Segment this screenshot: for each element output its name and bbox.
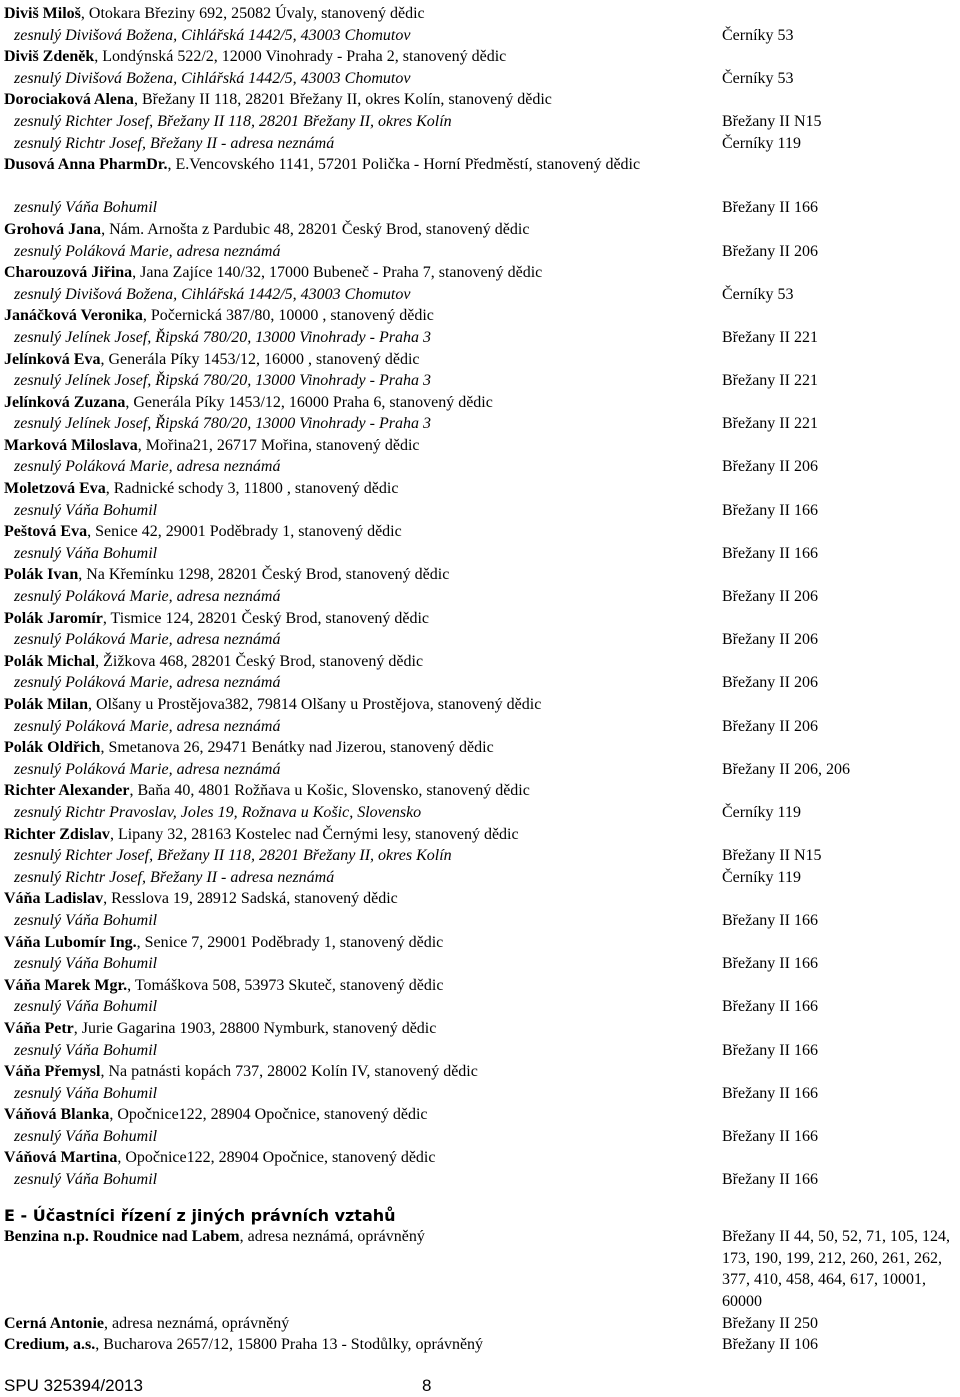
heir-row	[4, 780, 960, 802]
heir-row	[4, 694, 960, 716]
heir-name: Váňová Blanka	[4, 1106, 110, 1124]
heir-line	[4, 780, 530, 802]
heir-details: , Jurie Gagarina 1903, 28800 Nymburk, stanovený dědic	[73, 1019, 437, 1037]
heir-details: , Nám. Arnošta z Pardubic 48, 28201 Český Brod, stanovený dědic	[101, 220, 530, 238]
heir-name: Polák Oldřich	[4, 739, 101, 757]
heir-details: , Lipany 32, 28163 Kostelec nad Černými lesy, stanovený dědic	[109, 825, 519, 843]
heir-row	[4, 608, 960, 630]
heir-details: , E.Vencovského 1141, 57201 Polička - Horní Předměstí, stanovený dědic	[167, 156, 641, 174]
heir-name: Váňová Martina	[4, 1149, 118, 1167]
deceased-text: zesnulý Váňa Bohumil	[14, 1127, 158, 1145]
heir-line	[4, 219, 529, 241]
deceased-row	[4, 413, 960, 435]
parcel-ref: Břežany II 206	[722, 674, 818, 692]
deceased-row	[4, 910, 960, 932]
parcel-ref: Břežany II 166	[722, 1127, 818, 1145]
deceased-text: zesnulý Váňa Bohumil	[14, 1084, 158, 1102]
deceased-text: zesnulý Poláková Marie, adresa neznámá	[14, 631, 281, 649]
deceased-text: zesnulý Váňa Bohumil	[14, 199, 158, 217]
heir-row	[4, 1061, 960, 1083]
heir-details: , Tomáškova 508, 53973 Skuteč, stanovený dědic	[127, 976, 444, 994]
heir-line	[4, 305, 434, 327]
heir-row	[4, 89, 960, 111]
deceased-row	[4, 953, 960, 975]
parcel-ref: Břežany II 166	[722, 501, 818, 519]
deceased-row	[4, 456, 960, 478]
heir-name: Polák Michal	[4, 652, 96, 670]
parcel-ref: Břežany II 106	[722, 1336, 818, 1354]
participant-line	[4, 1226, 425, 1248]
heir-row	[4, 46, 960, 68]
heir-line	[4, 46, 506, 68]
heir-line	[4, 478, 398, 500]
deceased-text: zesnulý Jelínek Josef, Řipská 780/20, 13000 Vinohrady - Praha 3	[14, 328, 431, 346]
heir-details: , Jana Zajíce 140/32, 17000 Bubeneč - Praha 7, stanovený dědic	[132, 264, 543, 282]
heir-details: , Olšany u Prostějova382, 79814 Olšany u Prostějova, stanovený dědic	[88, 696, 542, 713]
page-footer	[4, 1375, 960, 1397]
heir-list	[4, 3, 960, 1191]
parcel-ref: Břežany II 166	[722, 1171, 818, 1189]
section-e-list	[4, 1226, 960, 1356]
heir-row	[4, 1147, 960, 1169]
heir-line	[4, 1018, 436, 1040]
heir-line	[4, 975, 443, 997]
heir-name: Peštová Eva	[4, 523, 88, 541]
heir-name: Dusová Anna PharmDr.	[4, 156, 168, 174]
participant-details: , Bucharova 2657/12, 15800 Praha 13 - Stodůlky, oprávněný	[95, 1336, 484, 1354]
deceased-row	[4, 716, 960, 738]
heir-line	[4, 651, 423, 673]
deceased-text: zesnulý Richter Josef, Břežany II 118, 28201 Břežany II, okres Kolín	[14, 847, 452, 865]
participant-details: , adresa neznámá, oprávněný	[239, 1228, 425, 1246]
deceased-text: zesnulý Divišová Božena, Cihlářská 1442/5, 43003 Chomutov	[14, 26, 411, 44]
deceased-text: zesnulý Jelínek Josef, Řipská 780/20, 13000 Vinohrady - Praha 3	[14, 415, 431, 433]
heir-line	[4, 392, 493, 414]
parcel-ref: Černíky 119	[722, 134, 801, 152]
parcel-ref: Břežany II 206	[722, 588, 818, 606]
deceased-row	[4, 370, 960, 392]
heir-row	[4, 737, 960, 759]
heir-details: , Radnické schody 3, 11800 , stanovený dědic	[105, 480, 399, 498]
heir-row	[4, 888, 960, 910]
heir-name: Moletzová Eva	[4, 480, 106, 498]
heir-line	[4, 608, 429, 630]
heir-name: Váňa Přemysl	[4, 1063, 101, 1081]
heir-name: Polák Jaromír	[4, 609, 103, 627]
parcel-ref: Břežany II 206, 206	[722, 760, 850, 778]
heir-details: , Opočnice122, 28904 Opočnice, stanovený dědic	[117, 1149, 436, 1167]
heir-line	[4, 262, 542, 284]
parcel-ref: Břežany II N15	[722, 112, 822, 130]
heir-name: Váňa Lubomír Ing.	[4, 933, 137, 951]
participant-row	[4, 1226, 960, 1312]
heir-line	[4, 932, 443, 954]
heir-line	[4, 349, 420, 371]
heir-line	[4, 888, 398, 910]
heir-details: , Generála Píky 1453/12, 16000 Praha 6, stanovený dědic	[125, 393, 493, 411]
heir-details: , Na patnásti kopách 737, 28002 Kolín IV, stanovený dědic	[100, 1063, 478, 1081]
participant-line	[4, 1334, 483, 1356]
heir-row	[4, 824, 960, 846]
heir-line	[4, 521, 402, 543]
parcel-ref: Břežany II 221	[722, 415, 818, 433]
deceased-text: zesnulý Váňa Bohumil	[14, 1171, 158, 1189]
participant-line	[4, 1313, 289, 1335]
parcel-ref: Břežany II 44, 50, 52, 71, 105, 124, 173, 190, 199, 212, 260, 261, 262, 377, 410, 458, 464, 617, 10001, 60000	[722, 1228, 950, 1311]
parcel-ref: Břežany II 206	[722, 717, 818, 735]
heir-name: Janáčková Veronika	[4, 307, 143, 325]
heir-details: , Žižkova 468, 28201 Český Brod, stanovený dědic	[95, 652, 424, 670]
deceased-text: zesnulý Divišová Božena, Cihlářská 1442/5, 43003 Chomutov	[14, 285, 411, 303]
heir-row	[4, 392, 960, 414]
parcel-ref: Břežany II 166	[722, 1084, 818, 1102]
parcel-ref: Břežany II 166	[722, 1041, 818, 1059]
heir-line	[4, 3, 425, 25]
parcel-ref: Břežany II 166	[722, 955, 818, 973]
heir-name: Váňa Marek Mgr.	[4, 976, 128, 994]
heir-name: Dorociaková Alena	[4, 91, 134, 109]
parcel-ref: Černíky 53	[722, 285, 794, 303]
parcel-ref: Břežany II 221	[722, 328, 818, 346]
deceased-text: zesnulý Váňa Bohumil	[14, 955, 158, 973]
deceased-row	[4, 133, 960, 155]
parcel-ref: Břežany II 166	[722, 998, 818, 1016]
deceased-row	[4, 543, 960, 565]
parcel-ref: Břežany II 166	[722, 911, 818, 929]
heir-name: Polák Ivan	[4, 566, 79, 584]
heir-details: , Londýnská 522/2, 12000 Vinohrady - Praha 2, stanovený dědic	[94, 48, 507, 66]
parcel-ref: Břežany II 221	[722, 372, 818, 390]
deceased-row	[4, 1169, 960, 1191]
heir-name: Váňa Petr	[4, 1019, 74, 1037]
deceased-text: zesnulý Váňa Bohumil	[14, 544, 158, 562]
participant-details: , adresa neznámá, oprávněný	[104, 1314, 290, 1332]
heir-details: , Tismice 124, 28201 Český Brod, stanovený dědic	[102, 609, 430, 627]
deceased-row	[4, 284, 960, 306]
participant-row	[4, 1334, 960, 1356]
deceased-row	[4, 629, 960, 651]
deceased-row	[4, 802, 960, 824]
heir-row	[4, 435, 960, 457]
heir-row	[4, 1104, 960, 1126]
parcel-ref: Černíky 53	[722, 69, 794, 87]
page-number: 8	[422, 1376, 432, 1395]
deceased-row	[4, 1083, 960, 1105]
heir-line	[4, 1104, 428, 1126]
deceased-row	[4, 241, 960, 263]
deceased-text: zesnulý Poláková Marie, adresa neznámá	[14, 674, 281, 692]
parcel-ref: Černíky 119	[722, 868, 801, 886]
heir-row	[4, 1018, 960, 1040]
heir-name: Marková Miloslava	[4, 436, 138, 454]
heir-row	[4, 651, 960, 673]
heir-row	[4, 262, 960, 284]
deceased-row	[4, 586, 960, 608]
heir-details: , Počernická 387/80, 10000 , stanovený dědic	[142, 307, 434, 325]
parcel-ref: Břežany II 206	[722, 458, 818, 476]
heir-details: , Na Křemínku 1298, 28201 Český Brod, stanovený dědic	[78, 566, 450, 584]
heir-details: , Senice 7, 29001 Poděbrady 1, stanovený dědic	[136, 933, 444, 951]
deceased-text: zesnulý Poláková Marie, adresa neznámá	[14, 760, 281, 778]
deceased-row	[4, 25, 960, 47]
heir-row	[4, 932, 960, 954]
heir-name: Charouzová Jiřina	[4, 264, 133, 282]
heir-name: Jelínková Zuzana	[4, 393, 126, 411]
deceased-row	[4, 500, 960, 522]
deceased-text: zesnulý Poláková Marie, adresa neznámá	[14, 717, 281, 735]
parcel-ref: Břežany II N15	[722, 847, 822, 865]
heir-line	[4, 154, 694, 176]
deceased-row	[4, 197, 960, 219]
deceased-row	[4, 1126, 960, 1148]
deceased-text: zesnulý Poláková Marie, adresa neznámá	[14, 588, 281, 606]
heir-name: Richter Zdislav	[4, 825, 110, 843]
heir-name: Diviš Zdeněk	[4, 48, 95, 66]
heir-details: , Mořina21, 26717 Mořina, stanovený dědic	[137, 436, 420, 454]
heir-name: Váňa Ladislav	[4, 890, 104, 908]
deceased-row	[4, 111, 960, 133]
deceased-row	[4, 1040, 960, 1062]
deceased-text: zesnulý Váňa Bohumil	[14, 501, 158, 519]
heir-line	[4, 1147, 435, 1169]
heir-name: Polák Milan	[4, 696, 89, 713]
deceased-text: zesnulý Poláková Marie, adresa neznámá	[14, 242, 281, 260]
deceased-text: zesnulý Richtr Pravoslav, Joles 19, Rožnava u Košic, Slovensko	[14, 803, 422, 821]
deceased-text: zesnulý Jelínek Josef, Řipská 780/20, 13000 Vinohrady - Praha 3	[14, 372, 431, 390]
heir-line	[4, 564, 449, 586]
heir-row	[4, 349, 960, 371]
section-e-title: E - Účastníci řízení z jiných právních vztahů	[4, 1205, 396, 1225]
heir-row	[4, 975, 960, 997]
heir-details: , Otokara Březiny 692, 25082 Úvaly, stanovený dědic	[80, 5, 425, 22]
heir-row	[4, 478, 960, 500]
heir-details: , Břežany II 118, 28201 Břežany II, okres Kolín, stanovený dědic	[133, 91, 552, 109]
deceased-text: zesnulý Divišová Božena, Cihlářská 1442/5, 43003 Chomutov	[14, 69, 411, 87]
document-id: SPU 325394/2013	[4, 1376, 143, 1395]
heir-line	[4, 824, 519, 846]
deceased-row	[4, 867, 960, 889]
heir-details: , Smetanova 26, 29471 Benátky nad Jizerou, stanovený dědic	[100, 739, 494, 757]
participant-row	[4, 1313, 960, 1335]
deceased-row	[4, 759, 960, 781]
deceased-row	[4, 327, 960, 349]
heir-line	[4, 737, 494, 759]
deceased-text: zesnulý Váňa Bohumil	[14, 911, 158, 929]
deceased-text: zesnulý Richtr Josef, Břežany II - adresa neznámá	[14, 868, 335, 886]
deceased-row	[4, 672, 960, 694]
parcel-ref: Černíky 119	[722, 803, 801, 821]
heir-row	[4, 305, 960, 327]
deceased-text: zesnulý Váňa Bohumil	[14, 998, 158, 1016]
heir-details: , Baňa 40, 4801 Rožňava u Košic, Slovensko, stanovený dědic	[129, 782, 530, 800]
parcel-ref: Břežany II 166	[722, 199, 818, 217]
document-body	[4, 3, 960, 1356]
heir-name: Grohová Jana	[4, 220, 102, 238]
heir-line	[4, 435, 420, 457]
heir-name: Richter Alexander	[4, 782, 130, 800]
participant-name: Cerná Antonie	[4, 1314, 104, 1332]
parcel-ref: Břežany II 166	[722, 544, 818, 562]
heir-row	[4, 564, 960, 586]
parcel-ref: Břežany II 206	[722, 242, 818, 260]
heir-row	[4, 521, 960, 543]
heir-row	[4, 3, 960, 25]
participant-name: Benzina n.p. Roudnice nad Labem	[4, 1228, 240, 1246]
heir-row	[4, 219, 960, 241]
deceased-text: zesnulý Richtr Josef, Břežany II - adresa neznámá	[14, 134, 335, 152]
deceased-text: zesnulý Richter Josef, Břežany II 118, 28201 Břežany II, okres Kolín	[14, 112, 452, 130]
deceased-text: zesnulý Poláková Marie, adresa neznámá	[14, 458, 281, 476]
heir-details: , Senice 42, 29001 Poděbrady 1, stanovený dědic	[87, 523, 402, 541]
parcel-ref: Břežany II 206	[722, 631, 818, 649]
parcel-ref: Břežany II 250	[722, 1314, 818, 1332]
heir-details: , Generála Píky 1453/12, 16000 , stanovený dědic	[100, 350, 420, 368]
section-gap	[4, 1191, 960, 1205]
heir-details: , Opočnice122, 28904 Opočnice, stanovený dědic	[109, 1106, 428, 1124]
heir-line	[4, 1061, 478, 1083]
heir-details: , Resslova 19, 28912 Sadská, stanovený dědic	[103, 890, 398, 908]
heir-name: Jelínková Eva	[4, 350, 101, 368]
deceased-row	[4, 996, 960, 1018]
participant-name: Credium, a.s.	[4, 1336, 96, 1354]
deceased-text: zesnulý Váňa Bohumil	[14, 1041, 158, 1059]
heir-line	[4, 694, 541, 716]
heir-line	[4, 89, 552, 111]
heir-row	[4, 154, 960, 197]
heir-name: Diviš Miloš	[4, 5, 81, 22]
deceased-row	[4, 68, 960, 90]
deceased-row	[4, 845, 960, 867]
parcel-ref: Černíky 53	[722, 26, 794, 44]
